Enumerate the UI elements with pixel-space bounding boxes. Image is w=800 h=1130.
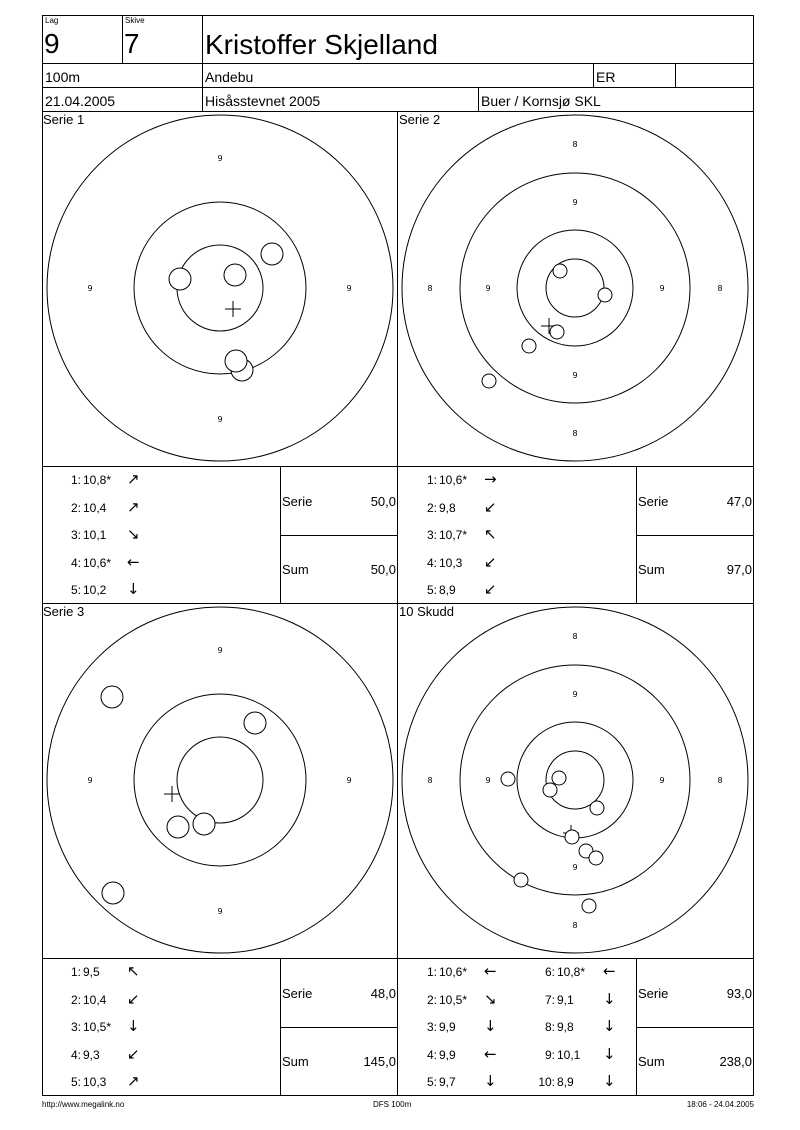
shot-score: 8,9 <box>557 1075 574 1089</box>
footer-timestamp: 18:06 - 24.04.2005 <box>686 1100 754 1109</box>
sum-value: 238,0 <box>719 1054 752 1069</box>
ring-outer <box>47 115 393 461</box>
sum-label: Sum <box>638 562 665 577</box>
ring-label: 9 <box>572 198 578 207</box>
shot-hole <box>167 816 189 838</box>
ring-label: 9 <box>485 776 491 785</box>
ring-label: 8 <box>572 921 578 930</box>
ring-8 <box>460 665 690 895</box>
shot-number: 3: <box>426 528 437 542</box>
shot-hole <box>598 288 612 302</box>
shot-direction-arrow-icon: ↓ <box>603 1017 616 1035</box>
shot-number: 2: <box>426 500 437 515</box>
ring-9 <box>517 722 633 838</box>
ring-label: 8 <box>427 776 433 785</box>
ring-outer <box>402 607 748 953</box>
ring-label: 9 <box>572 863 578 872</box>
shot-hole <box>225 350 247 372</box>
shot-score: 10,8* <box>557 965 586 979</box>
shot-direction-arrow-icon: ↖ <box>484 525 497 543</box>
serie-value: 48,0 <box>370 986 396 1001</box>
ring-label: 8 <box>572 632 578 641</box>
shot-hole <box>169 268 191 290</box>
shot-number: 8: <box>544 1020 555 1034</box>
shot-score: 10,3 <box>439 555 463 570</box>
shot-direction-arrow-icon: ↙ <box>484 497 497 516</box>
shot-hole <box>553 264 567 278</box>
shot-number: 7: <box>544 992 555 1007</box>
shot-score: 9,3 <box>83 1047 100 1062</box>
shot-hole <box>501 772 515 786</box>
shot-score: 10,7* <box>439 528 468 542</box>
shot-direction-arrow-icon: → <box>484 470 497 488</box>
ring-mid <box>134 202 306 374</box>
shot-direction-arrow-icon: ↙ <box>484 580 497 598</box>
ring-label: 9 <box>346 776 352 785</box>
date: 21.04.2005 <box>45 93 116 109</box>
shot-number: 1: <box>426 473 437 487</box>
sum-label: Sum <box>638 1054 665 1069</box>
class: ER <box>596 69 616 85</box>
shot-direction-arrow-icon: ← <box>484 1044 497 1063</box>
shot-direction-arrow-icon: ↓ <box>127 1017 140 1035</box>
skive-number: 7 <box>124 28 140 59</box>
shot-score: 9,8 <box>557 1020 574 1034</box>
target-10-skudd <box>398 603 754 959</box>
shot-direction-arrow-icon: ↓ <box>484 1072 497 1090</box>
shot-number: 5: <box>70 583 81 597</box>
shot-direction-arrow-icon: ↓ <box>484 1017 497 1035</box>
shot-score: 9,9 <box>439 1020 456 1034</box>
shot-direction-arrow-icon: ← <box>127 552 140 571</box>
shot-hole <box>244 712 266 734</box>
shot-number: 4: <box>70 1047 81 1062</box>
panel-title-10-skudd: 10 Skudd <box>399 604 454 619</box>
shot-score: 10,6* <box>439 965 468 979</box>
shot-number: 5: <box>426 1075 437 1089</box>
skive-label: Skive <box>125 16 145 25</box>
shot-hole <box>590 801 604 815</box>
sum-value: 97,0 <box>726 562 752 577</box>
ring-label: 9 <box>485 284 491 293</box>
sum-label: Sum <box>282 562 309 577</box>
ring-8 <box>460 173 690 403</box>
lag-label: Lag <box>45 16 59 25</box>
shot-direction-arrow-icon: ↙ <box>127 1044 140 1063</box>
ring-label: 9 <box>217 415 223 424</box>
ring-mid <box>134 694 306 866</box>
shot-score: 9,9 <box>439 1047 456 1062</box>
shot-score: 10,5* <box>439 992 468 1007</box>
footer-center: DFS 100m <box>373 1100 412 1109</box>
ring-label: 9 <box>659 284 665 293</box>
shot-number: 1: <box>426 965 437 979</box>
ring-label: 9 <box>659 776 665 785</box>
shot-number: 1: <box>70 473 81 487</box>
target-serie-1 <box>42 111 398 467</box>
shot-direction-arrow-icon: ← <box>484 962 497 980</box>
shot-hole <box>565 830 579 844</box>
distance: 100m <box>45 69 81 85</box>
shot-score: 9,1 <box>557 992 574 1007</box>
ring-label: 8 <box>572 429 578 438</box>
shot-direction-arrow-icon: ↘ <box>484 989 497 1008</box>
shot-number: 4: <box>426 1047 437 1062</box>
shot-number: 5: <box>70 1075 81 1089</box>
shooter-name: Kristoffer Skjelland <box>205 29 438 60</box>
shot-score: 10,6* <box>83 555 112 570</box>
shot-direction-arrow-icon: ↗ <box>127 470 140 488</box>
shot-number: 6: <box>544 965 555 979</box>
shot-direction-arrow-icon: ↙ <box>484 552 497 571</box>
ring-label: 9 <box>217 907 223 916</box>
serie-label: Serie <box>282 494 313 509</box>
shot-direction-arrow-icon: ↓ <box>127 580 140 598</box>
ring-label: 9 <box>572 690 578 699</box>
shot-direction-arrow-icon: ↗ <box>127 1072 140 1090</box>
ring-label: 9 <box>217 646 223 655</box>
ring-label: 9 <box>217 154 223 163</box>
shot-number: 4: <box>70 555 81 570</box>
shot-direction-arrow-icon: ↓ <box>603 989 616 1008</box>
ring-9 <box>517 230 633 346</box>
panel-title-serie-3: Serie 3 <box>43 604 85 619</box>
shot-score: 8,9 <box>439 583 456 597</box>
shot-score: 10,8* <box>83 473 112 487</box>
target-serie-3 <box>42 603 398 959</box>
shot-hole <box>261 243 283 265</box>
ring-label: 8 <box>717 284 723 293</box>
serie-value: 47,0 <box>726 494 752 509</box>
shot-score: 10,6* <box>439 473 468 487</box>
ring-label: 9 <box>87 776 93 785</box>
shot-direction-arrow-icon: ↓ <box>603 1044 616 1063</box>
shot-score: 10,5* <box>83 1020 112 1034</box>
event: Hisåsstevnet 2005 <box>205 93 321 109</box>
shot-hole <box>482 374 496 388</box>
serie-label: Serie <box>638 494 669 509</box>
shot-number: 2: <box>70 500 81 515</box>
shot-number: 9: <box>544 1047 555 1062</box>
shot-direction-arrow-icon: ↙ <box>127 989 140 1008</box>
ring-outer <box>402 115 748 461</box>
ring-label: 8 <box>572 140 578 149</box>
shot-score: 10,4 <box>83 992 107 1007</box>
shot-direction-arrow-icon: ↓ <box>603 1072 616 1090</box>
shot-hole <box>582 899 596 913</box>
shot-hole <box>589 851 603 865</box>
shot-hole <box>552 771 566 785</box>
serie-value: 93,0 <box>726 986 752 1001</box>
panel-title-serie-2: Serie 2 <box>399 112 441 127</box>
ring-outer <box>47 607 393 953</box>
target-serie-2 <box>398 111 754 467</box>
sum-value: 50,0 <box>370 562 396 577</box>
ring-inner <box>177 737 263 823</box>
shot-score: 9,8 <box>439 500 456 515</box>
ring-label: 9 <box>346 284 352 293</box>
ring-inner <box>177 245 263 331</box>
shot-direction-arrow-icon: ↘ <box>127 525 140 543</box>
shot-number: 10: <box>538 1075 555 1089</box>
aim-crosshair <box>225 301 241 317</box>
shot-hole <box>522 339 536 353</box>
shot-score: 10,4 <box>83 500 107 515</box>
ring-label: 9 <box>87 284 93 293</box>
shot-score: 9,7 <box>439 1075 456 1089</box>
shot-score: 10,3 <box>83 1075 107 1089</box>
shot-score: 10,2 <box>83 583 107 597</box>
shot-number: 3: <box>70 1020 81 1034</box>
shot-hole <box>101 686 123 708</box>
shot-number: 2: <box>426 992 437 1007</box>
serie-value: 50,0 <box>370 494 396 509</box>
organizer: Buer / Kornsjø SKL <box>481 93 601 109</box>
shot-number: 1: <box>70 965 81 979</box>
shot-hole <box>543 783 557 797</box>
footer-url: http://www.megalink.no <box>42 1100 125 1109</box>
sum-value: 145,0 <box>363 1054 396 1069</box>
shot-number: 2: <box>70 992 81 1007</box>
shot-number: 3: <box>426 1020 437 1034</box>
shot-hole <box>193 813 215 835</box>
ring-label: 9 <box>572 371 578 380</box>
serie-label: Serie <box>282 986 313 1001</box>
sum-label: Sum <box>282 1054 309 1069</box>
panel-title-serie-1: Serie 1 <box>43 112 85 127</box>
shot-hole <box>514 873 528 887</box>
ring-label: 8 <box>427 284 433 293</box>
shot-score: 10,1 <box>557 1047 581 1062</box>
shot-direction-arrow-icon: ↖ <box>127 962 140 980</box>
shot-number: 3: <box>70 528 81 542</box>
shot-score: 10,1 <box>83 528 107 542</box>
shot-hole <box>550 325 564 339</box>
shot-direction-arrow-icon: ← <box>603 962 616 980</box>
shot-hole <box>224 264 246 286</box>
club: Andebu <box>205 69 254 85</box>
lag-number: 9 <box>44 28 60 59</box>
ring-label: 8 <box>717 776 723 785</box>
shot-number: 4: <box>426 555 437 570</box>
shot-direction-arrow-icon: ↗ <box>127 497 140 516</box>
shot-hole <box>102 882 124 904</box>
shot-score: 9,5 <box>83 965 100 979</box>
shot-number: 5: <box>426 583 437 597</box>
serie-label: Serie <box>638 986 669 1001</box>
